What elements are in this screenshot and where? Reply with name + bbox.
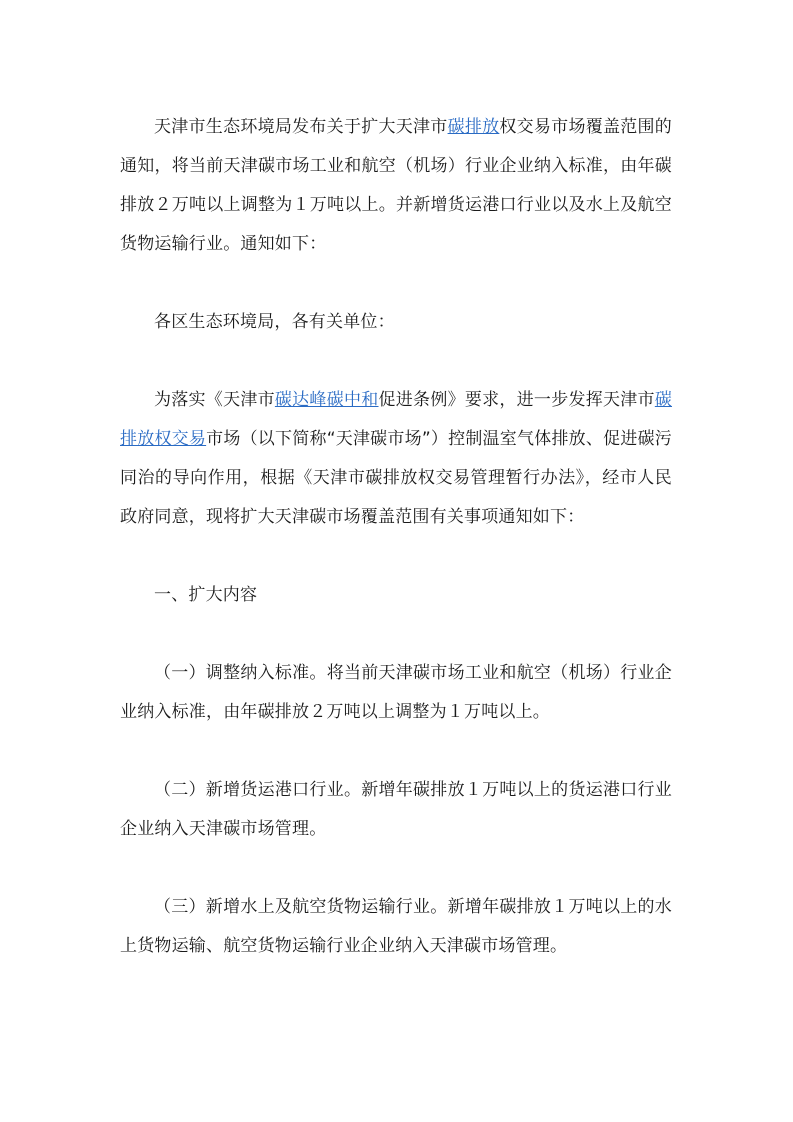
section-heading: 一、扩大内容 xyxy=(154,585,258,605)
document-page xyxy=(120,108,672,966)
list-item: （一）调整纳入标准。将当前天津碳市场工业和航空（机场）行业企业纳入标准，由年碳排放２万吨以上调整为１万吨以上。 xyxy=(120,663,672,722)
link-carbon-emission[interactable]: 碳排放 xyxy=(447,117,500,137)
link-carbon-trading[interactable]: 碳排放权交易 xyxy=(120,390,673,449)
link-carbon-peak-neutrality[interactable]: 碳达峰碳中和 xyxy=(274,390,379,410)
list-item: （三）新增水上及航空货物运输行业。新增年碳排放１万吨以上的水上货物运输、航空货物运输行业企业纳入天津碳市场管理。 xyxy=(120,897,672,956)
preamble-paragraph: 为落实《天津市碳达峰碳中和促进条例》要求，进一步发挥天津市碳排放权交易市场（以下简称“天津碳市场”）控制温室气体排放、促进碳污同治的导向作用，根据《天津市碳排放权交易管理暂行办法》，经市人民政府同意，现将扩大天津碳市场覆盖范围有关事项通知如下： xyxy=(120,390,673,527)
salutation: 各区生态环境局，各有关单位： xyxy=(154,312,395,332)
list-item: （二）新增货运港口行业。新增年碳排放１万吨以上的货运港口行业企业纳入天津碳市场管理。 xyxy=(120,780,672,839)
intro-paragraph: 天津市生态环境局发布关于扩大天津市碳排放权交易市场覆盖范围的通知，将当前天津碳市场工业和航空（机场）行业企业纳入标准，由年碳排放２万吨以上调整为１万吨以上。并新增货运港口行业以及水上及航空货物运输行业。通知如下： xyxy=(120,117,672,254)
